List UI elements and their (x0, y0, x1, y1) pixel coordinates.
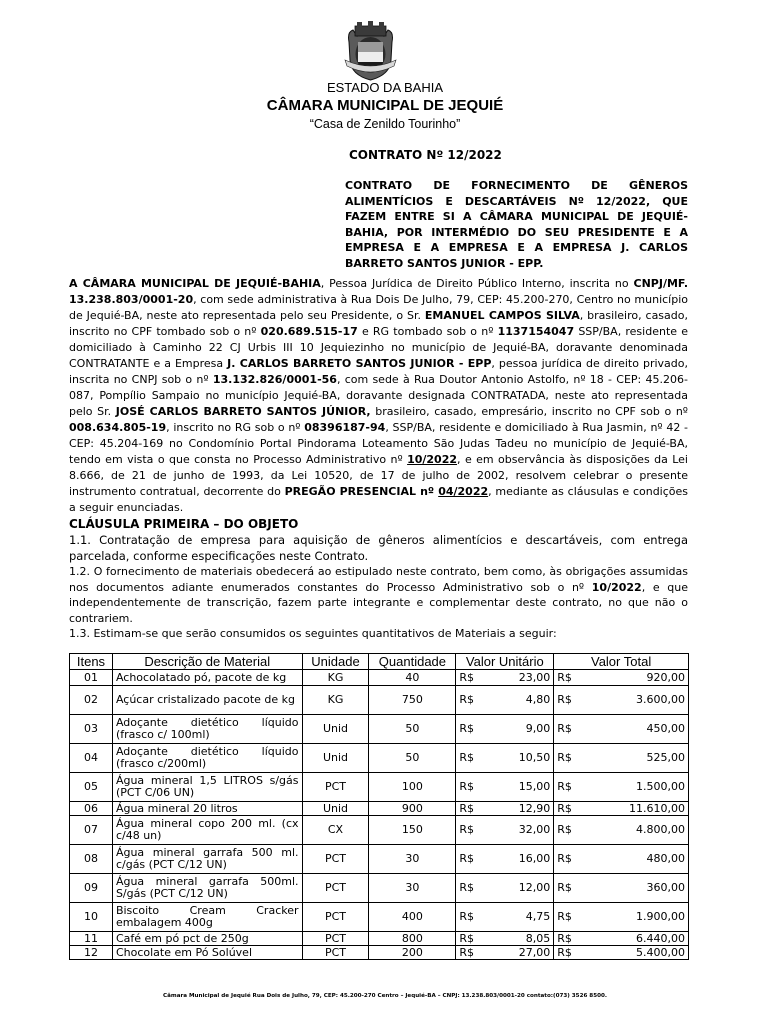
table-row: 07 Água mineral copo 200 ml. (cx c/48 un) CX 150 R$ 32,00 R$ 4.800,00 (70, 816, 689, 845)
page-footer: Câmara Municipal de Jequié Rua Dois de Julho, 79, CEP: 45.200-270 Centro – Jequié-BA – CNPJ: 13.238.803/0001-20 contato:(073) 3526 8500. (163, 993, 607, 999)
organization-heading: CÂMARA MUNICIPAL DE JEQUIÉ (266, 97, 504, 114)
clause-1-2: 1.2. O fornecimento de materiais obedecerá ao estipulado neste contrato, bem como, às obrigações assumidas nos documentos adiante enumerados constantes do Processo Administrativo sob o nº 10/2022, e que independentemente de transcrição, fazem parte integrante e complementar deste contrato, no que não o contrariem. (69, 565, 688, 625)
table-row: 09 Água mineral garrafa 500ml. S/gás (PCT C/12 UN) PCT 30 R$ 12,00 R$ 360,00 (70, 874, 689, 903)
col-header-unit: Unidade (302, 654, 369, 670)
col-header-items: Itens (70, 654, 113, 670)
table-row: 05 Água mineral 1,5 LITROS s/gás (PCT C/06 UN) PCT 100 R$ 15,00 R$ 1.500,00 (70, 773, 689, 802)
col-header-description: Descrição de Material (112, 654, 302, 670)
col-header-quantity: Quantidade (369, 654, 456, 670)
preamble-paragraph: A CÂMARA MUNICIPAL DE JEQUIÉ-BAHIA, Pessoa Jurídica de Direito Público Interno, inscrita no CNPJ/MF. 13.238.803/0001-20, com sede administrativa à Rua Dois De Julho, 79, CEP: 45.200-270, Centro no município de Jequié-BA, neste ato representada pelo seu Presidente, o Sr. EMANUEL CAMPOS SILVA, brasileiro, casado, inscrito no CPF tombado sob o nº 020.689.515-17 e RG tombado sob o nº 1137154047 SSP/BA, residente e domiciliado à Caminho 22 CJ Urbis III 10 Jequiezinho no município de Jequié-BA, doravante denominada CONTRATANTE e a Empresa J. CARLOS BARRETO SANTOS JUNIOR - EPP, pessoa jurídica de direito privado, inscrita no CNPJ sob o nº 13.132.826/0001-56, com sede à Rua Doutor Antonio Astolfo, nº 18 - CEP: 45.206-087, Pompílio Sampaio no município Jequié-BA, doravante designada CONTRATADA, neste ato representada pelo Sr. JOSÉ CARLOS BARRETO SANTOS JÚNIOR, brasileiro, casado, empresário, inscrito no CPF sob o nº 008.634.805-19, inscrito no RG sob o nº 08396187-94, SSP/BA, residente e domiciliado à Rua Jasmin, nº 42 - CEP: 45.204-169 no Condomínio Portal Pindorama Loteamento São Judas Tadeu no município de Jequié-BA, tendo em vista o que consta no Processo Administrativo nº 10/2022, e em observância às disposições da Lei 8.666, de 21 de junho de 1993, da Lei 10520, de 17 de julho de 2002, resolvem celebrar o presente instrumento contratual, decorrente do PREGÃO PRESENCIAL nº 04/2022, mediante as cláusulas e condições a seguir enunciadas. (69, 277, 689, 514)
table-row: 08 Água mineral garrafa 500 ml. c/gás (PCT C/12 UN) PCT 30 R$ 16,00 R$ 480,00 (70, 845, 689, 874)
table-row: 11 Café em pó pct de 250g PCT 800 R$ 8,05 R$ 6.440,00 (70, 932, 689, 946)
clause-one-title: CLÁUSULA PRIMEIRA – DO OBJETO (69, 517, 299, 531)
table-row: 06 Água mineral 20 litros Unid 900 R$ 12,90 R$ 11.610,00 (70, 802, 689, 816)
contract-summary: CONTRATO DE FORNECIMENTO DE GÊNEROS ALIMENTÍCIOS E DESCARTÁVEIS Nº 12/2022, QUE FAZEM ENTRE SI A CÂMARA MUNICIPAL DE JEQUIÉ-BAHIA, POR INTERMÉDIO DO SEU PRESIDENTE E A EMPRESA E A EMPRESA E A EMPRESA J. CARLOS BARRETO SANTOS JUNIOR - EPP. (345, 179, 688, 270)
clause-1-3: 1.3. Estimam-se que serão consumidos os seguintes quantitativos de Materiais a seguir: (69, 627, 557, 640)
table-row: 02 Açúcar cristalizado pacote de kg KG 750 R$ 4,80 R$ 3.600,00 (70, 686, 689, 715)
motto-text: “Casa de Zenildo Tourinho” (309, 117, 461, 131)
table-header-row (70, 654, 689, 670)
table-row: 10 Biscoito Cream Cracker embalagem 400g PCT 400 R$ 4,75 R$ 1.900,00 (70, 903, 689, 932)
coat-of-arms-logo (343, 20, 398, 82)
col-header-unit-price: Valor Unitário (456, 654, 554, 670)
state-heading: ESTADO DA BAHIA (326, 80, 444, 95)
table-row: 04 Adoçante dietético líquido (frasco c/200ml) Unid 50 R$ 10,50 R$ 525,00 (70, 744, 689, 773)
table-row: 12 Chocolate em Pó Solúvel PCT 200 R$ 27,00 R$ 5.400,00 (70, 946, 689, 960)
clause-one-body (69, 533, 688, 642)
table-row: 03 Adoçante dietético líquido (frasco c/ 100ml) Unid 50 R$ 9,00 R$ 450,00 (70, 715, 689, 744)
contract-number: CONTRATO Nº 12/2022 (349, 148, 502, 162)
materials-table (69, 653, 689, 960)
clause-1-1: 1.1. Contratação de empresa para aquisição de gêneros alimentícios e descartáveis, com entrega parcelada, conforme especificações neste Contrato. (69, 533, 688, 563)
table-row: 01 Achocolatado pó, pacote de kg KG 40 R$ 23,00 R$ 920,00 (70, 670, 689, 686)
col-header-total: Valor Total (554, 654, 689, 670)
